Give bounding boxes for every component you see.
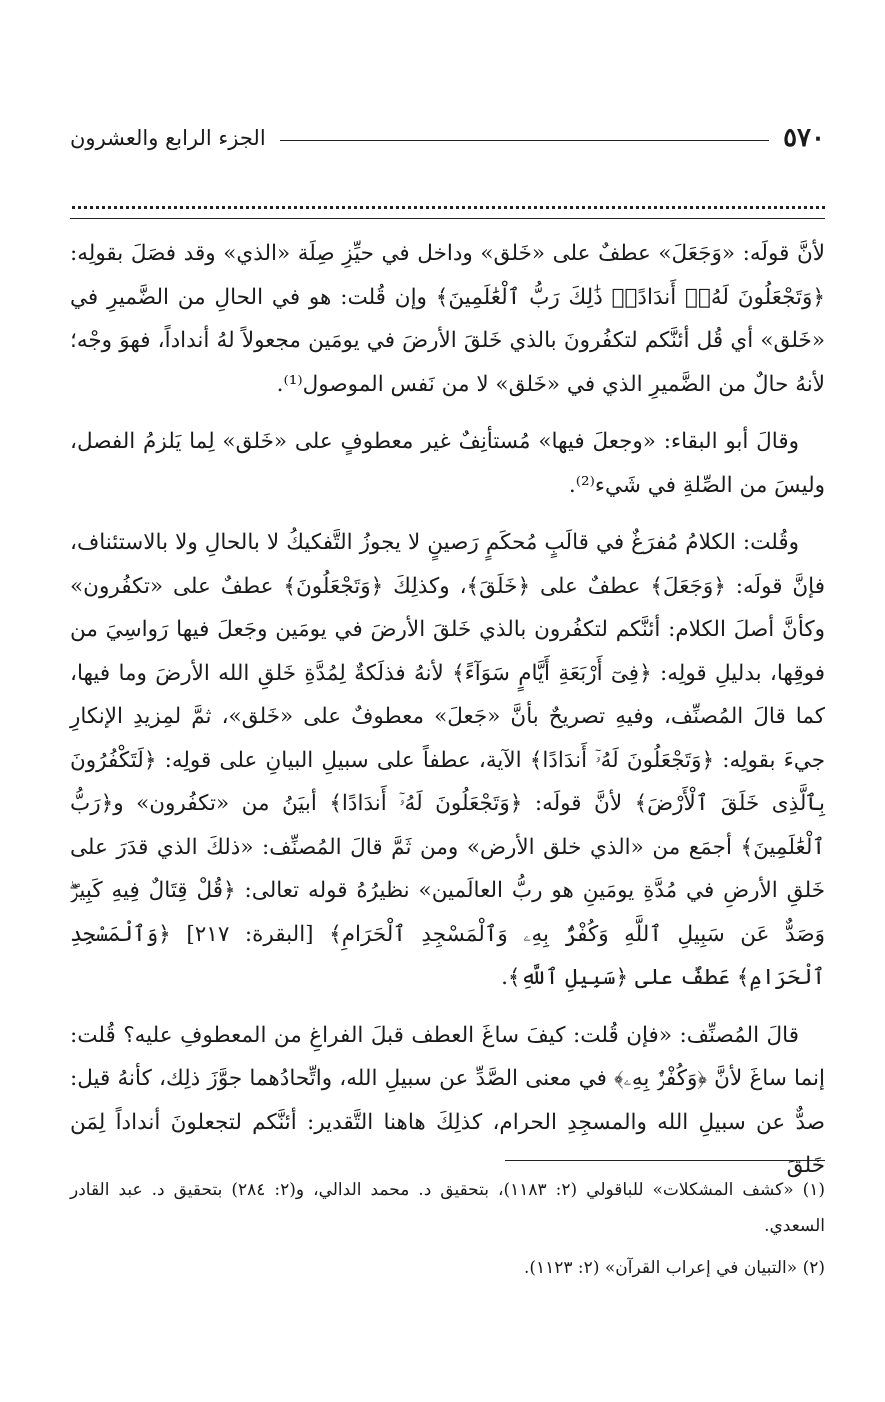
page-number: ٥٧٠ [783,123,825,153]
paragraph-2: وقالَ أبو البقاء: «وجعلَ فيها» مُستأنِفٌ غير معطوفٍ على «خَلق» لِما يَلزمُ الفصل، وليسَ من الصِّلةِ في شَيء⁽²⁾. [70,429,825,498]
footnote-divider [505,1160,825,1161]
paragraph-4: قالَ المُصنِّف: «فإن قُلت: كيفَ ساغَ العطف قبلَ الفراغِ من المعطوفِ عليه؟ قُلت: إنما ساغَ لأنَّ ﴿وَكُفْرٌۢ بِهِۦ﴾ في معنى الصَّدِّ عن سبيلِ الله، واتِّحادُهما جوَّزَ ذلِك، كأنهُ قيل: صدٌّ عن سبيلِ الله والمسجِدِ الحرام، كذلِكَ هاهنا التَّقدير: أئنَّكم لتجعلونَ أنداداً لِمَن خَلقَ [70,1022,825,1178]
page-header [70,118,825,158]
header-divider [70,218,825,219]
footnote-2: (٢) «التبيان في إعراب القرآن» (٢: ١١٢٣). [523,1258,825,1278]
footnotes [70,1172,825,1292]
paragraph-3: وقُلت: الكلامُ مُفرَغٌ في قالَبٍ مُحكَمٍ رَصينٍ لا يجوزُ التَّفكيكُ لا بالحالِ ولا بالاستئناف، فإنَّ قولَه: ﴿وَجَعَلَ﴾ عطفٌ على ﴿خَلَقَ﴾، وكذلِكَ ﴿وَتَجْعَلُونَ﴾ عطفٌ على «تكفُرون» وكأنَّ أصلَ الكلام: أئنَّكم لتكفُرون بالذي خَلقَ الأرضَ في يومَين وجَعلَ فيها رَواسِيَ من فوقِها، بدليلِ قولِه: ﴿فِىٓ أَرْبَعَةِ أَيَّامٍ سَوَآءً﴾ لأنهُ فذلَكةٌ لِمُدَّةِ خَلقِ الله الأرضَ وما فيها، كما قالَ المُصنِّف، وفيهِ تصريحٌ بأنَّ «جَعلَ» معطوفٌ على «خَلق»، ثمَّ لمِزيدِ الإنكارِ جيءَ بقولِه: ﴿وَتَجْعَلُونَ لَهُۥٓ أَندَادًا﴾ الآية، عطفاً على سبيلِ البيانِ على قولِه: ﴿لَتَكْفُرُونَ بِٱلَّذِى خَلَقَ ٱلْأَرْضَ﴾ لأنَّ قولَه: ﴿وَتَجْعَلُونَ لَهُۥٓ أَندَادًا﴾ أبيَنُ من «تكفُرون» و﴿رَبُّ ٱلْعَٰلَمِينَ﴾ أجمَع من «الذي خلق الأرض» ومن ثَمَّ قالَ المُصنِّف: «ذلكَ الذي قدَرَ على خَلقِ الأرضِ في مُدَّةِ يومَينِ هو ربُّ العالَمين» نظيرُهُ قوله تعالى: ﴿قُلْ قِتَالٌ فِيهِ كَبِيرٌۖ وَصَدٌّ عَن سَبِيلِ ٱللَّهِ وَكُفْرٌۢ بِهِۦ وَٱلْمَسْجِدِ ٱلْحَرَامِ﴾ [البقرة: ٢١٧] ﴿وَٱلْمَسْجِدِ ٱلْحَرَامِ﴾ عَطفٌ على ﴿سَبِيلِ ٱللَّهِ﴾. [70,530,825,990]
paragraph-1: لأنَّ قولَه: «وَجَعَلَ» عطفٌ على «خَلق» وداخل في حيِّزِ صِلَة «الذي» وقد فصَلَ بقولِه: ﴿وَتَجْعَلُونَ لَهُۥٓ أَندَادًاۚ ذَٰلِكَ رَبُّ ٱلْعَٰلَمِينَ﴾ وإن قُلت: هو في الحالِ من الضَّميرِ في «خَلق» أي قُل أئنَّكم لتكفُرونَ بالذي خَلقَ الأرضَ في يومَين مجعولاً لهُ أنداداً، فهوَ وجْه؛ لأنهُ حالٌ من الضَّميرِ الذي في «خَلق» لا من نَفس الموصول⁽¹⁾. [70,241,825,397]
dotted-separator [72,192,825,209]
footnote-1: (١) «كشف المشكلات» للباقولي (٢: ١١٨٣)، بتحقيق د. محمد الدالي، و(٢: ٢٨٤) بتحقيق د. عبد القادر السعدي. [70,1180,826,1236]
main-text [70,232,825,1202]
running-title: الجزء الرابع والعشرون [70,126,266,150]
header-rule [280,140,769,141]
